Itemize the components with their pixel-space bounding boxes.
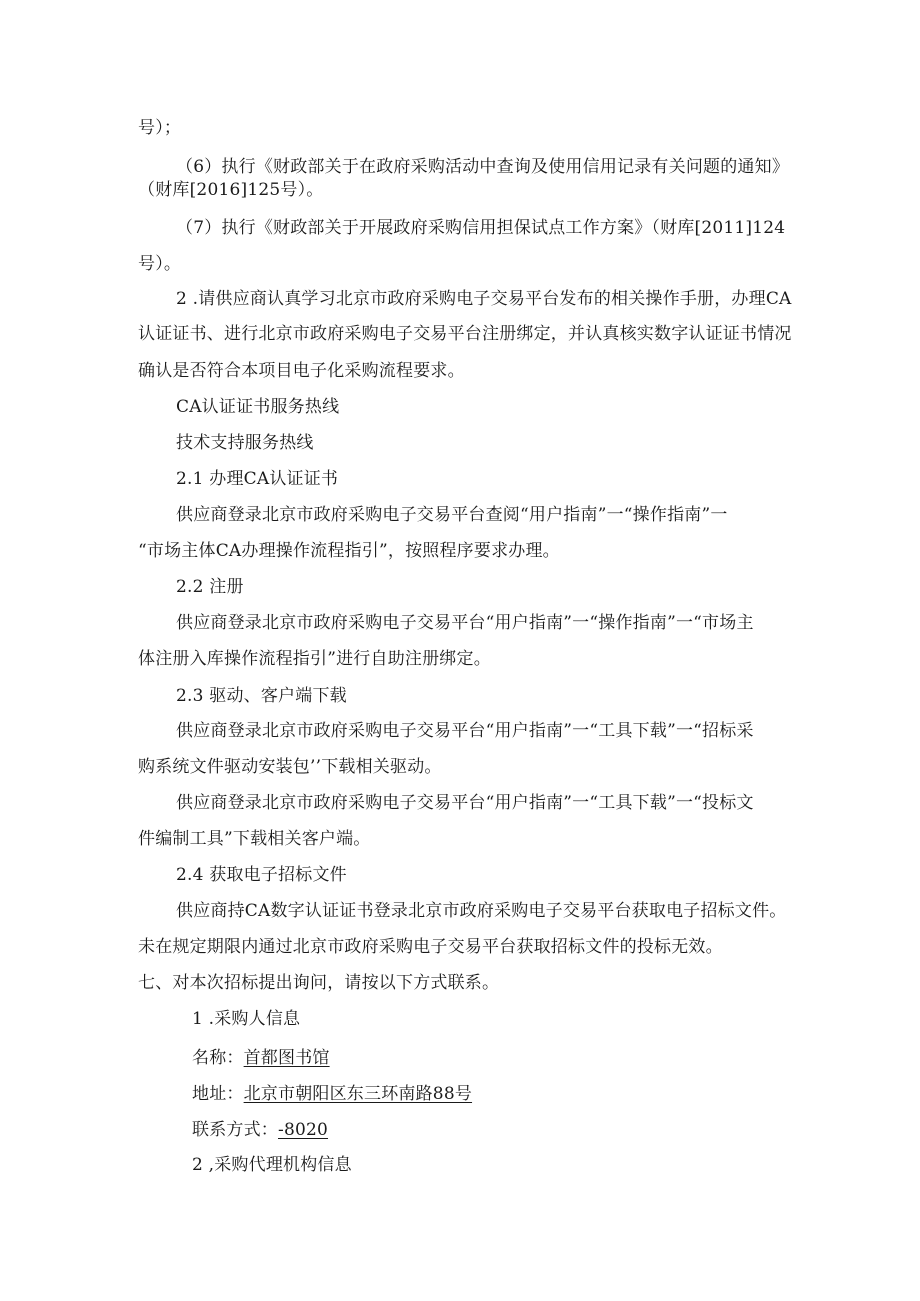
purchaser-address-value: 北京市朝阳区东三环南路88号 [243,1084,473,1104]
section-heading: 1 .采购人信息 [192,1009,301,1029]
purchaser-contact-value: -8020 [278,1120,329,1140]
text-line: CA认证证书服务热线 [176,397,340,417]
text-line: 号）。 [138,254,182,274]
section-heading: 2.4 获取电子招标文件 [176,865,347,885]
text-line: （财库[2016]125号）。 [138,180,324,200]
text-line: 供应商登录北京市政府采购电子交易平台“用户指南”一“操作指南”一“市场主 [176,613,754,633]
text-line: 供应商持CA数字认证证书登录北京市政府采购电子交易平台获取电子招标文件。 [176,901,787,921]
text-line: 号）； [138,118,182,138]
text-line: 2 .请供应商认真学习北京市政府采购电子交易平台发布的相关操作手册，办理CA [176,289,792,309]
purchaser-contact-label: 联系方式： [192,1120,278,1140]
text-line: 件编制工具”下载相关客户端。 [138,829,371,849]
purchaser-address-label: 地址： [192,1084,244,1104]
purchaser-name-value: 首都图书馆 [243,1048,330,1068]
purchaser-name-label: 名称： [192,1048,244,1068]
section-heading: 2.3 驱动、客户端下载 [176,686,347,706]
chapter-heading: 七、对本次招标提出询问，请按以下方式联系。 [138,973,500,993]
text-line: 供应商登录北京市政府采购电子交易平台“用户指南”一“工具下载”一“投标文 [176,793,754,813]
section-heading: 2 ,采购代理机构信息 [192,1155,352,1175]
section-heading: 2.2 注册 [176,577,244,597]
text-line: 确认是否符合本项目电子化采购流程要求。 [138,361,465,381]
purchaser-address-row [192,1084,472,1104]
text-line: 供应商登录北京市政府采购电子交易平台“用户指南”一“工具下载”一“招标采 [176,721,754,741]
text-line: 供应商登录北京市政府采购电子交易平台查阅“用户指南”一“操作指南”一 [176,505,728,525]
text-line: 认证证书、进行北京市政府采购电子交易平台注册绑定，并认真核实数字认证证书情况 [138,324,792,344]
text-line: “市场主体CA办理操作流程指引”，按照程序要求办理。 [138,541,560,561]
text-line: 技术支持服务热线 [176,433,314,453]
text-line: 购系统文件驱动安装包’’下载相关驱动。 [138,757,442,777]
text-line: （6）执行《财政部关于在政府采购活动中查询及使用信用记录有关问题的通知》 [176,157,790,177]
section-heading: 2.1 办理CA认证证书 [176,469,339,489]
text-line: （7）执行《财政部关于开展政府采购信用担保试点工作方案》（财库[2011]124 [176,218,786,238]
purchaser-name-row [192,1048,330,1068]
purchaser-contact-row [192,1120,328,1140]
text-line: 体注册入库操作流程指引”进行自助注册绑定。 [138,649,491,669]
text-line: 未在规定期限内通过北京市政府采购电子交易平台获取招标文件的投标无效。 [138,937,723,957]
